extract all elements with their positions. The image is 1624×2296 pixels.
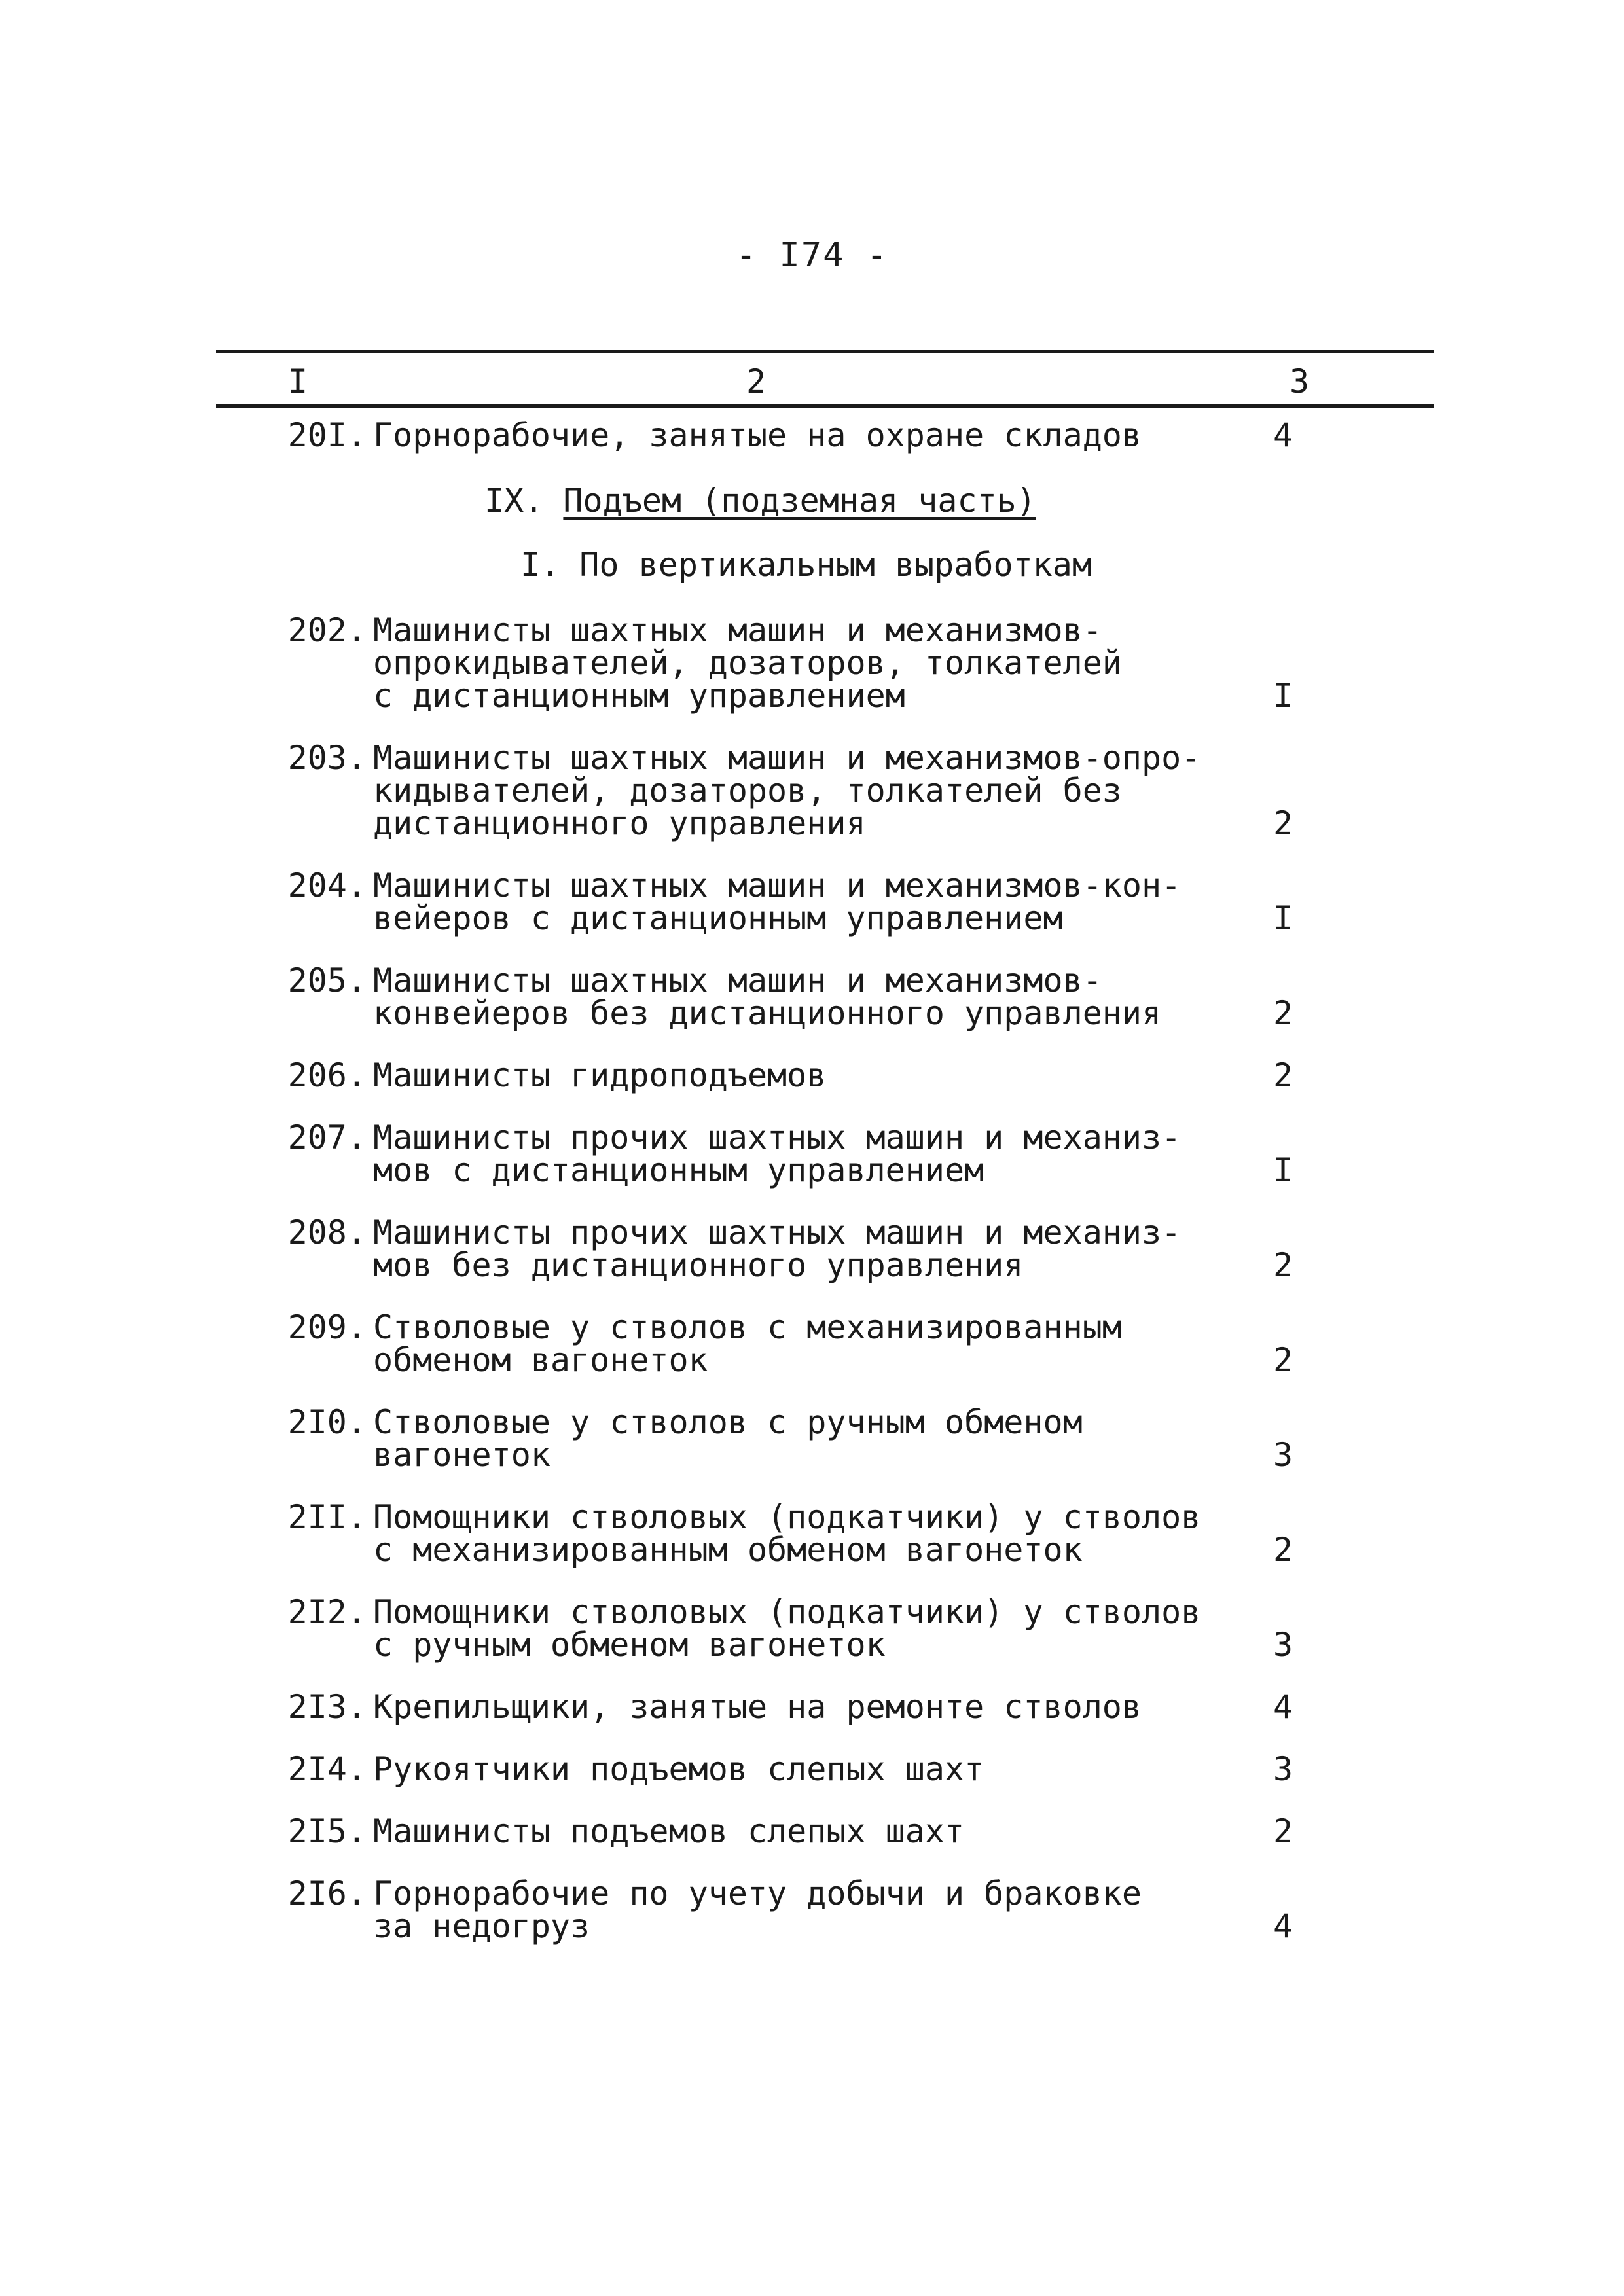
row-text: Машинисты шахтных машин и механизмов-опро- кидывателей, дозаторов, толкателей без дистанционного управления [373, 739, 1201, 842]
row-number: 207. [287, 1119, 367, 1157]
table-row [216, 1308, 1434, 1379]
row-number: 205. [287, 961, 367, 999]
row-value: 4 [1272, 1907, 1293, 1945]
row-number: 2I2. [287, 1593, 367, 1631]
page-number: - I74 - [735, 236, 889, 275]
table-row [216, 1750, 1434, 1788]
document-body [216, 416, 1434, 1972]
row-text: Помощники стволовых (подкатчики) у стволов с ручным обменом вагонеток [373, 1593, 1201, 1664]
row-value: 3 [1272, 1436, 1293, 1474]
table-row [216, 869, 1434, 935]
row-value: 2 [1272, 1341, 1293, 1379]
row-value: I [1272, 899, 1293, 937]
row-number: 2I3. [287, 1688, 367, 1726]
row-text: Машинисты шахтных машин и механизмов- опрокидывателей, дозаторов, толкателей с дистанционным управлением [373, 611, 1122, 715]
row-value: 3 [1272, 1626, 1293, 1664]
table-row [216, 1121, 1434, 1187]
section-prefix: IX. [484, 482, 564, 520]
row-text: Стволовые у стволов с механизированным обменом вагонеток [373, 1308, 1122, 1379]
row-text: Машинисты шахтных машин и механизмов-кон- вейеров с дистанционным управлением [373, 867, 1182, 937]
row-text: Машинисты гидроподъемов [373, 1056, 827, 1094]
row-number: 2II. [287, 1498, 367, 1536]
row-value: 2 [1272, 804, 1293, 842]
section-heading [216, 482, 1434, 520]
column-header-2: 2 [746, 363, 767, 401]
row-text: Рукоятчики подъемов слепых шахт [373, 1750, 984, 1788]
table-header [216, 350, 1434, 408]
table-row [216, 1874, 1434, 1945]
row-text: Горнорабочие, занятые на охране складов [373, 416, 1142, 454]
row-number: 2I0. [287, 1403, 367, 1441]
row-text: Машинисты шахтных машин и механизмов- конвейеров без дистанционного управления [373, 961, 1162, 1032]
column-header-3: 3 [1290, 363, 1310, 401]
table-row [216, 1213, 1434, 1284]
header-bottom-rule [216, 404, 1434, 408]
row-value: 2 [1272, 1056, 1293, 1094]
row-number: 2I5. [287, 1812, 367, 1850]
row-value: 2 [1272, 1812, 1293, 1850]
row-value: 4 [1272, 1688, 1293, 1726]
row-number: 209. [287, 1308, 367, 1346]
row-text: Стволовые у стволов с ручным обменом вагонеток [373, 1403, 1083, 1474]
table-row [216, 1812, 1434, 1850]
column-header-1: I [288, 363, 308, 401]
table-row [216, 1498, 1434, 1569]
section-title: Подъем (подземная часть) [563, 482, 1036, 520]
table-row [216, 416, 1434, 454]
table-row [216, 611, 1434, 715]
row-number: 204. [287, 867, 367, 905]
row-value: I [1272, 677, 1293, 715]
row-text: Машинисты прочих шахтных машин и механиз- мов с дистанционным управлением [373, 1119, 1182, 1189]
row-number: 206. [287, 1056, 367, 1094]
row-number: 208. [287, 1213, 367, 1251]
row-number: 2I6. [287, 1874, 367, 1912]
table-row [216, 1688, 1434, 1726]
row-value: I [1272, 1151, 1293, 1189]
row-number: 202. [287, 611, 367, 649]
row-text: Крепильщики, занятые на ремонте стволов [373, 1688, 1142, 1726]
row-text: Горнорабочие по учету добычи и браковке за недогруз [373, 1874, 1142, 1945]
row-value: 2 [1272, 1531, 1293, 1569]
table-row [216, 739, 1434, 842]
table-row [216, 1403, 1434, 1474]
row-value: 3 [1272, 1750, 1293, 1788]
row-number: 2I4. [287, 1750, 367, 1788]
row-value: 4 [1272, 416, 1293, 454]
table-row [216, 1056, 1434, 1094]
row-number: 203. [287, 739, 367, 777]
row-text: Помощники стволовых (подкатчики) у стволов с механизированным обменом вагонеток [373, 1498, 1201, 1569]
table-row [216, 961, 1434, 1032]
row-text: Машинисты прочих шахтных машин и механиз- мов без дистанционного управления [373, 1213, 1182, 1284]
row-value: 2 [1272, 994, 1293, 1032]
table-row [216, 1593, 1434, 1664]
row-text: Машинисты подъемов слепых шахт [373, 1812, 965, 1850]
column-header-row [216, 353, 1434, 404]
row-number: 20I. [287, 416, 367, 454]
row-value: 2 [1272, 1246, 1293, 1284]
subsection-heading: I. По вертикальным выработкам [520, 546, 1092, 584]
table-rows [216, 611, 1434, 1945]
